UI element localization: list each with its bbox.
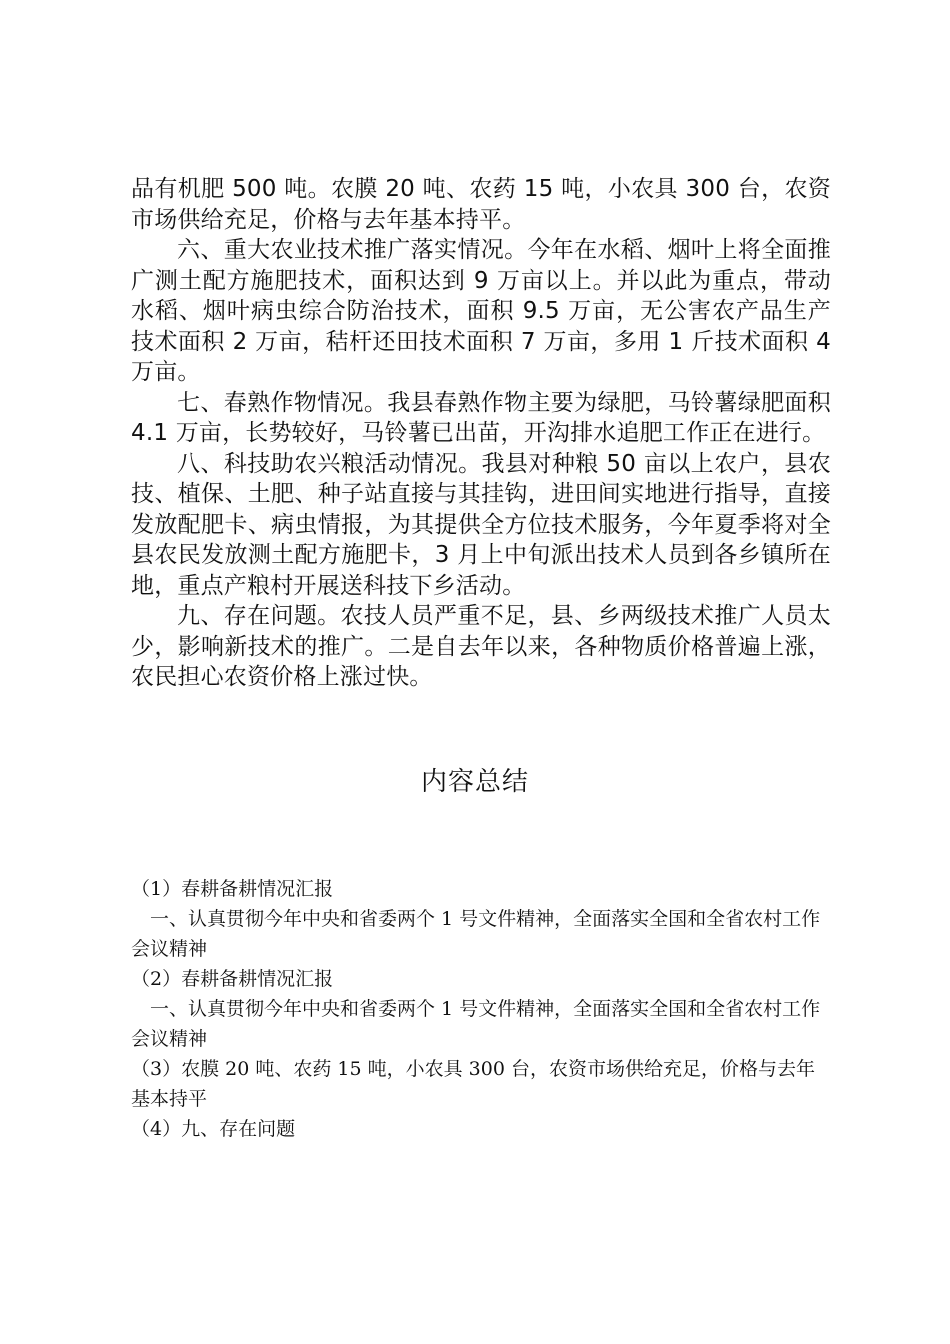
paragraph-4: 八、科技助农兴粮活动情况。我县对种粮 50 亩以上农户，县农技、植保、土肥、种子站直接与其挂钩，进田间实地进行指导，直接发放配肥卡、病虫情报，为其提供全方位技术服务，今年夏季将对全县农民发放测土配方施肥卡，3 月上中旬派出技术人员到各乡镇所在地，重点产粮村开展送科技下乡活动。 [131,450,831,599]
summary-item-body: 一、认真贯彻今年中央和省委两个 1 号文件精神，全面落实全国和全省农村工作会议精神 [131,908,821,960]
paragraph-1: 品有机肥 500 吨。农膜 20 吨、农药 15 吨，小农具 300 台，农资市场供给充足，价格与去年基本持平。 [131,176,831,233]
document-body [131,174,831,693]
summary-item-head: （4）九、存在问题 [131,1118,296,1140]
summary-item-head: （3）农膜 20 吨、农药 15 吨，小农具 300 台，农资市场供给充足，价格与去年基本持平 [131,1058,815,1110]
paragraph-3: 七、春熟作物情况。我县春熟作物主要为绿肥，马铃薯绿肥面积 4.1 万亩，长势较好，马铃薯已出苗，开沟排水追肥工作正在进行。 [131,389,831,446]
summary-title: 内容总结 [420,767,529,797]
summary-item-head: （2）春耕备耕情况汇报 [131,968,334,990]
paragraph-2: 六、重大农业技术推广落实情况。今年在水稻、烟叶上将全面推广测土配方施肥技术，面积达到 9 万亩以上。并以此为重点，带动水稻、烟叶病虫综合防治技术，面积 9.5 万亩，无公害农产品生产技术面积 2 万亩，秸杆还田技术面积 7 万亩，多用 1 斤技术面积 4 万亩。 [131,237,831,385]
summary-list [131,874,821,1144]
paragraph-5: 九、存在问题。农技人员严重不足，县、乡两级技术推广人员太少，影响新技术的推广。二是自去年以来，各种物质价格普遍上涨，农民担心农资价格上涨过快。 [131,603,831,690]
summary-item [131,1054,821,1114]
summary-item [131,874,821,964]
summary-item-head: （1）春耕备耕情况汇报 [131,878,334,900]
summary-item [131,1114,821,1144]
summary-item-body: 一、认真贯彻今年中央和省委两个 1 号文件精神，全面落实全国和全省农村工作会议精神 [131,998,821,1050]
summary-item [131,964,821,1054]
